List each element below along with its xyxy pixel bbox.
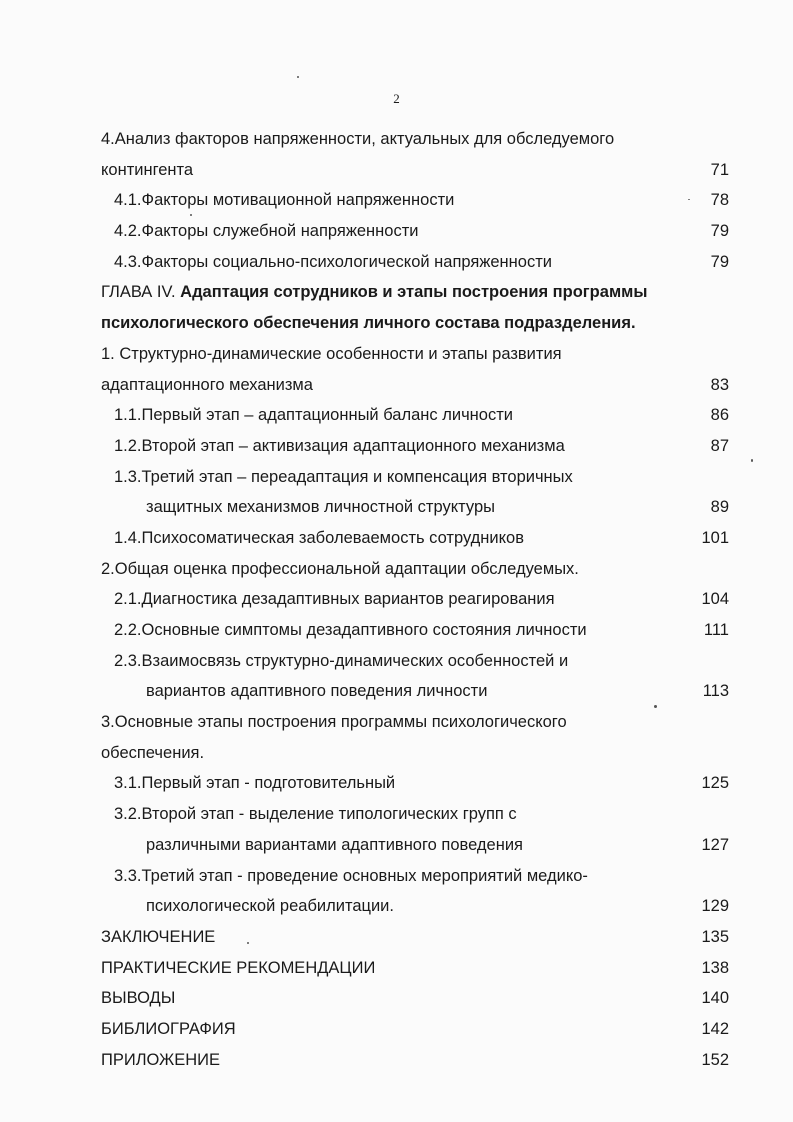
toc-entry-page: 71: [710, 160, 729, 179]
toc-entry: [0, 523, 793, 554]
toc-entry-text: [146, 891, 394, 922]
toc-entry-text: [114, 768, 395, 799]
toc-entry-text: [114, 400, 513, 431]
toc-entry-text: [101, 370, 313, 401]
toc-entry-text: [114, 185, 454, 216]
toc-entry-page: 104: [701, 590, 729, 609]
toc-entry: [0, 646, 793, 677]
toc-entry-title: 3.Основные этапы построения программы психологического: [101, 713, 567, 732]
toc-entry-page: 78: [710, 191, 729, 210]
toc-entry-title: защитных механизмов личностной структуры: [146, 498, 495, 517]
toc-entry: [0, 830, 793, 861]
toc-entry: [0, 124, 793, 155]
toc-entry: [0, 676, 793, 707]
toc-entry-text: [101, 155, 193, 186]
toc-entry-page: 89: [710, 498, 729, 517]
toc-entry-title: 1.4.Психосоматическая заболеваемость сотрудников: [114, 528, 524, 547]
scan-speck: [654, 705, 657, 708]
toc-entry-title: 4.Анализ факторов напряженности, актуальных для обследуемого: [101, 130, 615, 148]
toc-entry-page: 101: [701, 528, 729, 547]
toc-entry: [0, 400, 793, 431]
toc-entry-text: [114, 523, 524, 554]
toc-entry-text: [101, 554, 579, 585]
toc-entry-text: [114, 646, 568, 677]
toc-entry-title: контингента: [101, 160, 194, 179]
table-of-contents: [0, 124, 793, 1075]
toc-entry-text: [114, 584, 555, 615]
toc-entry: [0, 431, 793, 462]
toc-entry-title: 4.1.Факторы мотивационной напряженности: [114, 191, 455, 210]
toc-entry-page: 79: [710, 222, 729, 241]
toc-entry-page: 129: [701, 897, 729, 916]
toc-entry: [0, 308, 793, 339]
toc-entry: [0, 216, 793, 247]
toc-entry-text: [101, 277, 647, 308]
toc-entry: [0, 1014, 793, 1045]
toc-entry-text: [146, 830, 523, 861]
toc-entry: [0, 738, 793, 769]
toc-entry-title: 3.2.Второй этап - выделение типологических групп с: [114, 805, 517, 824]
toc-entry: [0, 277, 793, 308]
toc-entry-text: [114, 216, 419, 247]
toc-entry-page: 83: [710, 375, 729, 394]
scan-speck: [297, 76, 299, 78]
toc-entry: [0, 554, 793, 585]
toc-entry: [0, 615, 793, 646]
toc-entry-title: вариантов адаптивного поведения личности: [146, 682, 488, 701]
toc-entry-page: 138: [701, 958, 729, 977]
toc-entry-title: 1. Структурно-динамические особенности и этапы развития: [101, 344, 562, 363]
toc-entry-page: 87: [710, 436, 729, 455]
toc-entry: [0, 799, 793, 830]
toc-entry: [0, 247, 793, 278]
toc-entry: [0, 339, 793, 370]
toc-entry-text: [114, 799, 517, 830]
toc-entry-text: [101, 308, 636, 339]
toc-entry-text: [101, 1014, 236, 1045]
toc-entry-title: 3.3.Третий этап - проведение основных мероприятий медико-: [114, 866, 588, 885]
toc-entry: [0, 155, 793, 186]
toc-entry: [0, 922, 793, 953]
toc-entry-title: 4.3.Факторы социально-психологической напряженности: [114, 252, 552, 271]
toc-entry-text: [101, 738, 204, 769]
toc-entry-title: 1.1.Первый этап – адаптационный баланс личности: [114, 406, 513, 425]
toc-entry-page: 111: [703, 621, 729, 639]
toc-entry-title: 1.2.Второй этап – активизация адаптационного механизма: [114, 436, 565, 455]
toc-entry: [0, 185, 793, 216]
toc-entry-text: [101, 983, 175, 1014]
toc-entry-title: психологической реабилитации.: [146, 897, 394, 916]
toc-entry-title: 1.3.Третий этап – переадаптация и компенсация вторичных: [114, 467, 573, 486]
toc-entry-page: 79: [710, 252, 729, 271]
toc-entry-title: БИБЛИОГРАФИЯ: [101, 1019, 236, 1038]
toc-entry-page: 86: [710, 406, 729, 425]
toc-entry-title: ЗАКЛЮЧЕНИЕ: [101, 927, 216, 946]
toc-entry-text: [101, 922, 215, 953]
toc-entry-text: [114, 431, 565, 462]
toc-entry-title: ПРАКТИЧЕСКИЕ РЕКОМЕНДАЦИИ: [101, 958, 376, 977]
toc-entry: [0, 462, 793, 493]
toc-entry-title: 2.1.Диагностика дезадаптивных вариантов реагирования: [114, 590, 555, 609]
toc-entry: [0, 953, 793, 984]
scan-speck: [247, 942, 249, 944]
toc-entry-page: 125: [701, 774, 729, 793]
toc-entry-title: 2.Общая оценка профессиональной адаптации обследуемых.: [101, 559, 579, 578]
toc-entry: [0, 891, 793, 922]
toc-entry-text: [101, 953, 375, 984]
toc-entry: [0, 492, 793, 523]
toc-entry-title: обеспечения.: [101, 743, 205, 762]
toc-entry-text: [114, 615, 587, 646]
toc-entry-title: 2.2.Основные симптомы дезадаптивного состояния личности: [114, 621, 587, 639]
toc-entry-title: 2.3.Взаимосвязь структурно-динамических особенностей и: [114, 651, 569, 670]
toc-entry-title: 4.2.Факторы служебной напряженности: [114, 222, 419, 241]
toc-entry-text: [114, 462, 573, 493]
toc-entry-title: ВЫВОДЫ: [101, 989, 176, 1008]
toc-entry: [0, 707, 793, 738]
toc-entry-bold-title: Адаптация сотрудников и этапы построения программы: [180, 283, 648, 302]
toc-entry-page: 127: [701, 835, 729, 854]
toc-entry-title: адаптационного механизма: [101, 375, 313, 394]
toc-entry-page: 113: [702, 682, 729, 701]
toc-entry-text: [114, 247, 552, 278]
toc-entry-title: различными вариантами адаптивного поведения: [146, 835, 523, 854]
toc-entry-page: 152: [701, 1050, 729, 1069]
toc-entry: [0, 861, 793, 892]
toc-entry-bold-title: психологического обеспечения личного состава подразделения.: [101, 314, 636, 333]
toc-entry-text: [146, 492, 495, 523]
scan-speck: [190, 214, 192, 216]
toc-entry-title: ГЛАВА IV.: [101, 283, 176, 302]
toc-entry-page: 140: [701, 989, 729, 1008]
toc-entry-title: 3.1.Первый этап - подготовительный: [114, 774, 396, 793]
toc-entry: [0, 1045, 793, 1076]
toc-entry-text: [101, 124, 614, 155]
toc-entry: [0, 983, 793, 1014]
toc-entry: [0, 584, 793, 615]
scan-speck: [688, 199, 690, 200]
toc-entry-text: [101, 707, 567, 738]
toc-entry-text: [101, 1045, 220, 1076]
toc-entry-text: [114, 861, 588, 892]
toc-entry-text: [101, 339, 562, 370]
toc-entry-text: [146, 676, 487, 707]
scan-speck: [751, 459, 753, 462]
toc-entry: [0, 370, 793, 401]
toc-entry: [0, 768, 793, 799]
page-number: 2: [393, 91, 400, 106]
toc-entry-page: 142: [701, 1019, 729, 1038]
toc-entry-page: 135: [701, 927, 729, 946]
toc-entry-title: ПРИЛОЖЕНИЕ: [101, 1050, 221, 1069]
